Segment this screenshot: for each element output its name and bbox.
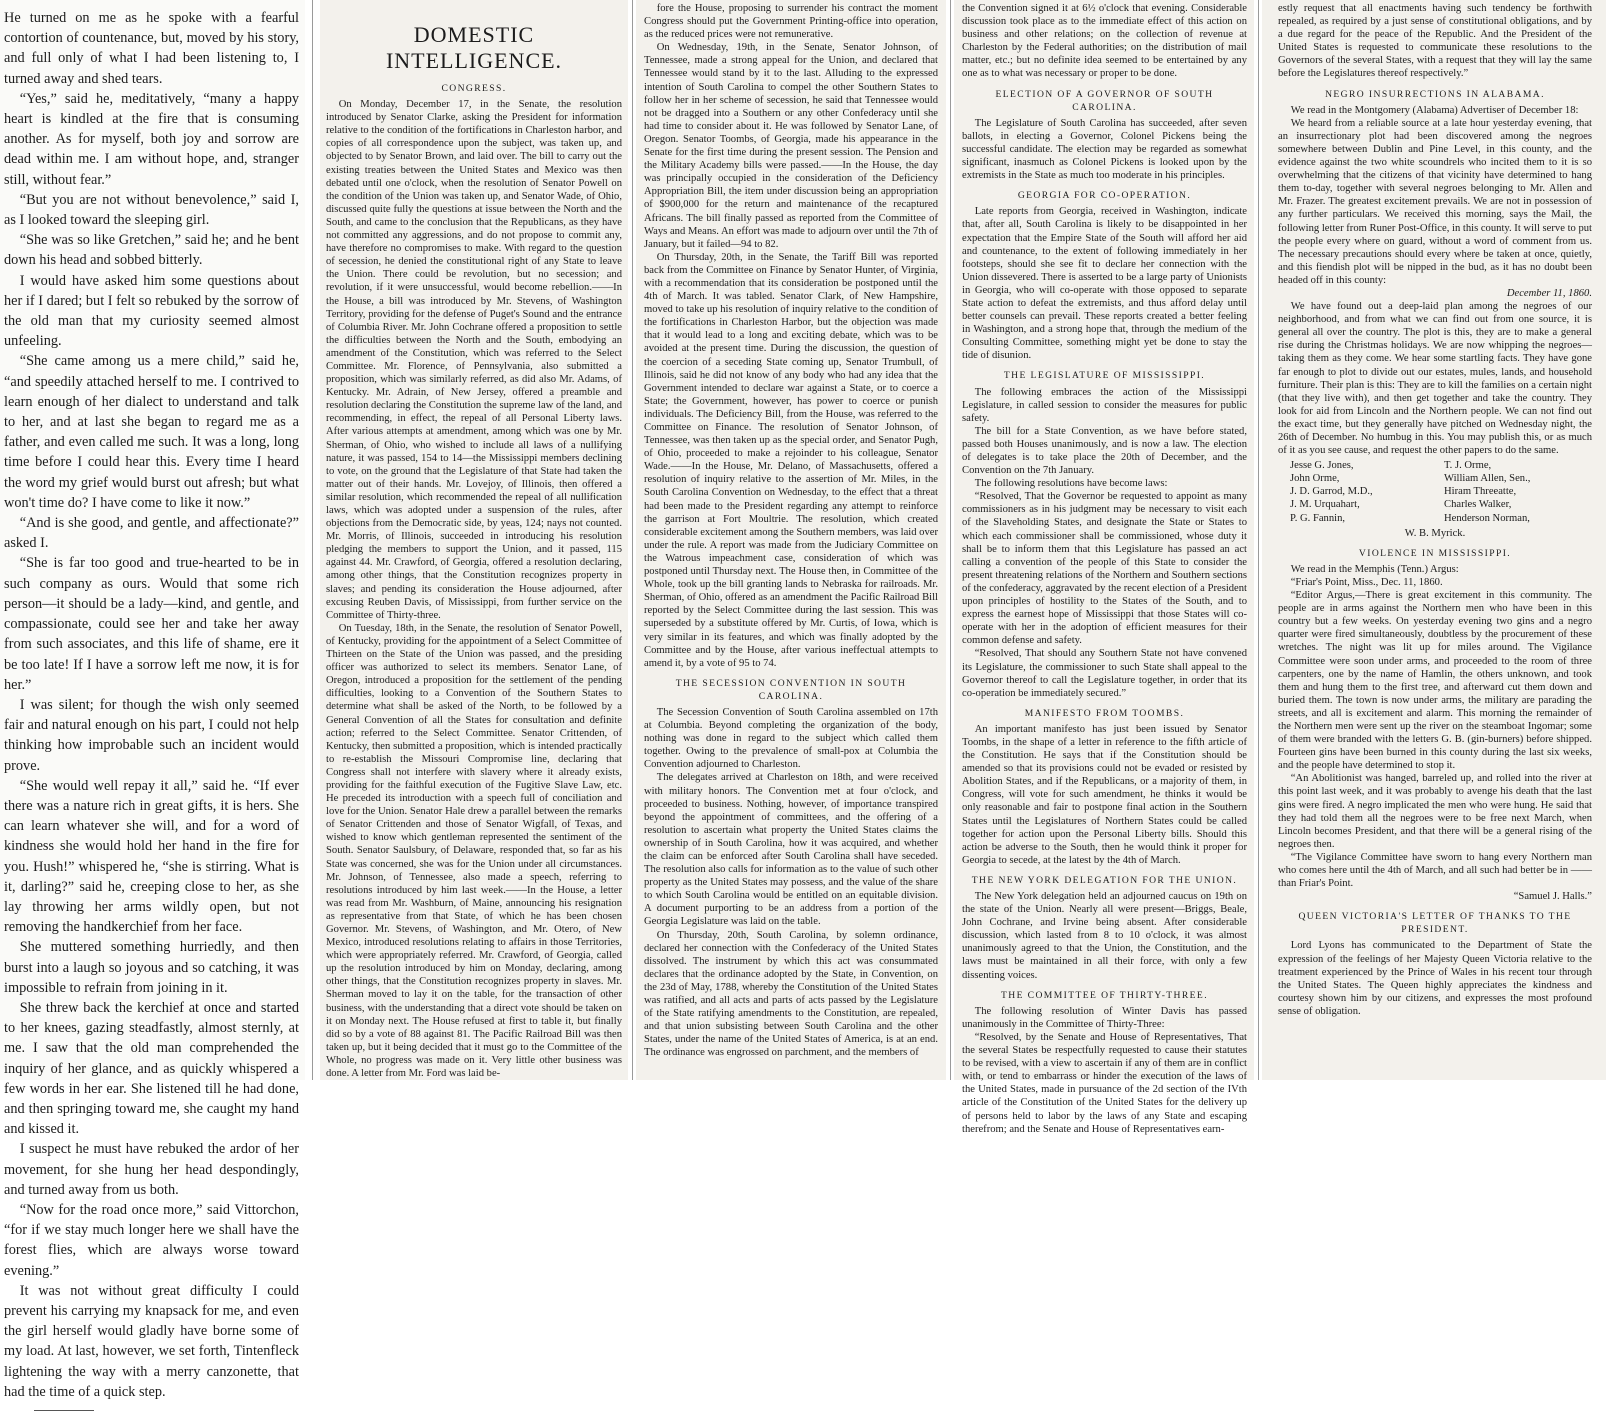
paragraph: The delegates arrived at Charleston on 18th, and were received with military honors. The Convention met at four o'clock, and proceeded to business. Nothing, however, of importance transpired beyond the appointment of committees, and the offering of a resolution to ascertain what property the United States claims the ownership of in South Carolina, how it was acquired, and whether the claim can be enforced after South Carolina shall have seceded. The resolution also calls for information as to the value of such other property as the United States may possess, and the value of the share to which South Carolina would be entitled on an equitable division. A document purporting to be an address from a portion of the Georgia Legislature was laid on the table. xyxy=(644,772,938,928)
governor-text xyxy=(962,117,1247,182)
paragraph: estly request that all enactments having such tendency be forthwith repealed, as required by a just sense of constitutional obligations, and by a due regard for the peace of the Republic. And the President of the United States is requested to communicate these resolutions to the Governors of the several States, with a request that they will lay the same before the Legislatures thereof respectively.” xyxy=(1278,3,1592,80)
column-three xyxy=(636,0,946,1080)
column-four xyxy=(954,0,1254,1135)
signature-name: Charles Walker, xyxy=(1444,499,1512,511)
paragraph: “The Vigilance Committee have sworn to hang every Northern man who comes here until the 4th of March, and all such had better be in —— than Friar's Point. xyxy=(1278,851,1592,890)
section-heading-negro-insurrections: NEGRO INSURRECTIONS IN ALABAMA. xyxy=(1325,88,1545,100)
paragraph: On Monday, December 17, in the Senate, the resolution introduced by Senator Clarke, asking the President for information relative to the condition of the fortifications in Charleston harbor, and copies of all correspondence upon the subject, was taken up, and objected to by Senator Brown, and laid over. The bill to carry out the existing treaties between the United States and Mexico was then debated until one o'clock, when the resolution of Senator Powell on the condition of the Union was taken up, and Senator Wade, of Ohio, discussed quite fully the questions at issue between the North and the South, and came to the conclusion that the Republicans, as they have not committed any aggressions, and do not propose to commit any, have therefore no compromises to make. With regard to the question of secession, he denied the constitutional right of any State to leave the Union. There could be revolution, but no secession; and revolution, if it were unsuccessful, would become rebellion.——In the House, a bill was introduced by Mr. Stevens, of Washington Territory, providing for the defense of Puget's Sound and the entrance of Columbia River. Mr. John Cochrane offered a proposition to settle the difficulties between the North and the South, embodying an amendment of the Constitution, which was referred to the Select Committee. Mr. Florence, of Pennsylvania, also submitted a proposition, which was similarly referred, as did also Mr. Adams, of Kentucky. Mr. Adrain, of New Jersey, offered a preamble and resolution declaring the Constitution the supreme law of the land, and recommending, in effect, the repeal of all Personal Liberty laws. After various attempts at amendment, among which was one by Mr. Sherman, of Ohio, who wished to include all laws of a nullifying nature, it was passed, 154 to 14—the Mississippi members declining to vote, on the ground that the Legislature of that State had taken the matter out of their hands. Mr. Lovejoy, of Illinois, then offered a similar resolution, which recommended the repeal of all nullification laws, which was adopted under a suspension of the rules, after objections from the Democratic side, by yeas, 124; nays not counted. Mr. Morris, of Illinois, succeeded in introducing his resolution pledging the members to support the Union, and it passed, 115 against 44. Mr. Crawford, of Georgia, offered a resolution declaring, among other things, that the Constitution recognizes property in slaves; and pending its consideration the House adjourned, after excusing Reuben Davis, of Mississippi, from further service on the Committee of Thirty-three. xyxy=(326,99,622,621)
paragraph: We have found out a deep-laid plan among the negroes of our neighborhood, and from what we can find out from one source, it is general all over the country. The plot is this, they are to make a general rise during the Christmas holidays. We are now whipping the negroes—taking them as they come. We hear some startling facts. They have gone far enough to plot to divide out our estates, mules, lands, and household furniture. Their plan is this: They are to kill the families on a certain night (that they live with), and then get together and take the country. They look for aid from Lincoln and the Northern people. We can not find out the exact time, but they generally have pitched on Wednesday night, the 26th of December. No humbug in this. You may publish this, or as much of it as you see cause, and request the other papers to do the same. xyxy=(1278,301,1592,457)
insurrection-text xyxy=(1278,104,1592,287)
column-five xyxy=(1262,0,1606,1080)
paragraph: Lord Lyons has communicated to the Department of State the expression of the feelings of her Majesty Queen Victoria relative to the treatment experienced by the Prince of Wales in his recent tour through the United States. The Queen highly appreciates the kindness and courtesy shown him by our citizens, and expresses the most profound sense of obligation. xyxy=(1278,940,1592,1017)
section-heading-mississippi: THE LEGISLATURE OF MISSISSIPPI. xyxy=(1003,370,1206,382)
paragraph: “Editor Argus,—There is great excitement in this community. The people are in arms against the Northern men who have been in this country but a few weeks. On yesterday evening two gins and a negro quarter were fired simultaneously, doubtless by the procurement of these wretches. The night was lit up for miles around. The Vigilance Committee were soon under arms, and proceeded to the room of three carpenters, one by the name of Hamlin, the others unknown, and took them and hung them to the first tree, and afterward cut them down and buried them. The town is now under arms, the military are parading the streets, and all is excitement and alarm. This morning the remainder of the Northern men were sent up the river on the steamboat Ingomar; some of them were branded with the letters G. B. (gin-burners) before shipped. Fourteen gins have been burned in this county during the last six weeks, and the people have determined to stop it. xyxy=(1278,590,1592,772)
georgia-text xyxy=(962,205,1247,362)
paragraph: She threw back the kerchief at once and started to her knees, gazing steadfastly, almost sternly, at me. I saw that the old man comprehended the inquiry of her glance, and as quickly whispered a few words in her ear. She listened till he had done, and then springing toward me, she caught my hand and kissed it. xyxy=(4,999,299,1138)
plot-text xyxy=(1278,300,1592,457)
committee-continued-text xyxy=(1278,2,1592,81)
paragraph: “Yes,” said he, meditatively, “many a happy heart is kindled at the fire that is consuming another. As for myself, both joy and sorrow are dead within me. I am without hope, and, stranger still, without fear.” xyxy=(4,90,299,188)
signature-name: Hiram Threeatte, xyxy=(1444,486,1517,498)
section-heading-georgia: GEORGIA FOR CO-OPERATION. xyxy=(1017,190,1192,202)
section-heading-violence: VIOLENCE IN MISSISSIPPI. xyxy=(1358,547,1512,559)
paragraph: “Resolved, That the Governor be requested to appoint as many commissioners as in his judgment may be necessary to visit each of the Slaveholding States, and designate the State or States to which each commissioner shall be commissioned, whose duty it shall be to inform them that this Legislature has passed an act calling a convention of the people of this State to consider the present threatening relations of the Northern and Southern sections of the confederacy, aggravated by the recent election of a President upon principles of hostility to the States of the South, and to express the earnest hope of Mississippi that those States will co-operate with her in the adoption of efficient measures for their common defense and safety. xyxy=(962,491,1247,647)
column-divider xyxy=(1258,0,1259,1080)
mississippi-text xyxy=(962,386,1247,700)
section-heading-newyork: THE NEW YORK DELEGATION FOR THE UNION. xyxy=(971,874,1238,886)
paragraph: An important manifesto has just been issued by Senator Toombs, in the shape of a letter in reference to the fifth article of the Constitution. He says that if the Constitution should be amended so that its provisions could not be evaded or resisted by Abolition States, and if the Republicans, or a majority of them, in Congress, will vote for such amendment, he thinks it would be only reasonable and fair to postpone final action in the Southern States until the Legislatures of Northern States could be called together for action upon the Personal Liberty bills. Should this action be adverse to the South, then he would think it proper for Georgia to secede, at the latest by the 4th of March. xyxy=(962,723,1247,866)
paragraph: The following resolutions have become laws: xyxy=(974,478,1168,490)
section-heading-committee: THE COMMITTEE OF THIRTY-THREE. xyxy=(1001,989,1208,1001)
paragraph: “Now for the road once more,” said Vittorchon, “for if we stay much longer here we shall have the forest flies, which are always worse toward evening.” xyxy=(4,1201,299,1279)
paragraph: It was not without great difficulty I could prevent his carrying my knapsack for me, and even the girl herself would gladly have borne some of my load. At last, however, we set forth, Tintenfleck lightening the way with a merry canzonette, that had the time of a quick step. xyxy=(4,1282,299,1400)
paragraph: On Tuesday, 18th, in the Senate, the resolution of Senator Powell, of Kentucky, providing for the appointment of a Select Committee of Thirteen on the State of the Union was passed, and the presiding officer was authorized to select its members. Senator Lane, of Oregon, introduced a proposition for the settlement of the pending difficulties, looking to a Convention of the Southern States to determine what shall be asked of the North, to be followed by a General Convention of all the States for consultation and definite action; referred to the Select Committee. Senator Crittenden, of Kentucky, then submitted a proposition, which is intended practically to re-establish the Missouri Compromise line, declaring that Congress shall not interfere with slavery where it already exists, providing for the faithful execution of the Fugitive Slave Law, etc. He preceded its introduction with a speech full of conciliation and love for the Union. Senator Hale drew a parallel between the remarks of Senator Crittenden and those of Senator Wigfall, of Texas, and wished to know which gentleman represented the sentiment of the South. Senator Saulsbury, of Delaware, responded that, so far as his State was concerned, she was for the Union under all circumstances. Mr. Johnson, of Tennessee, also made a speech, referring to resolutions introduced by him last week.——In the House, a letter was read from Mr. Washburn, of Maine, announcing his resignation as representative from that State, of which he has been chosen Governor. Mr. Stevens, of Washington, and Mr. Otero, of New Mexico, introduced resolutions relating to affairs in those Territories, which were appropriately referred. Mr. Crawford, of Georgia, called up the resolution introduced by him on Monday, declaring, among other things, that the Constitution recognizes property in slaves. Mr. Sherman moved to lay it on the table, for the transaction of other business, with the understanding that a direct vote should be taken on it on Monday next. The House refused at first to table it, but finally did so by a vote of 88 against 81. The Pacific Railroad Bill was then taken up, but it being decided that it must go to the Committee of the Whole, no progress was made on it. Very little other business was done. A letter from Mr. Ford was laid be- xyxy=(326,622,622,1080)
paragraph: We heard from a reliable source at a late hour yesterday evening, that an insurrectionary plot had been discovered among the negroes somewhere between Dublin and Pine Level, in this county, and the evidence against the two white scoundrels who incited them to it is so overwhelming that the citizens of that vicinity have determined to hang them to-day, together with several negroes belonging to Mr. Allen and Mr. Frazer. The greatest excitement prevails. We are not in possession of any further particulars. We received this morning, says the Mail, the following letter from Runer Post-Office, in this county. It will serve to put the people every where on guard, without a word of comment from us. The necessary precautions should every where be taken at once, quietly, and this fiendish plot will be nipped in the bud, as it has no doubt been headed off in this county: xyxy=(1278,117,1592,286)
paragraph: “Friar's Point, Miss., Dec. 11, 1860. xyxy=(1290,576,1443,588)
section-heading-secession: THE SECESSION CONVENTION IN SOUTH CAROLINA. xyxy=(675,677,907,702)
signature-name: Jesse G. Jones, xyxy=(1290,460,1354,472)
paragraph: She muttered something hurriedly, and then burst into a laugh so joyous and so catching, it was impossible to refrain from joining in it. xyxy=(4,939,299,996)
paragraph: The following resolution of Winter Davis has passed unanimously in the Committee of Thirty-Three: xyxy=(962,1005,1247,1030)
paragraph: I was silent; for though the wish only seemed fair and natural enough on his part, I could not help thinking how improbable such an incident would prove. xyxy=(4,696,299,774)
paragraph: “Resolved, by the Senate and House of Representatives, That the several States be respectfully requested to cause their statutes to be revised, with a view to ascertain if any of them are in conflict with, or tend to embarrass or hinder the execution of the laws of the United States, made in pursuance of the 2d section of the IVth article of the Constitution of the United States for the delivery up of persons held to labor by the laws of any State and escaping therefrom; and the Senate and House of Representatives earn- xyxy=(962,1031,1247,1135)
signature-halls: “Samuel J. Halls.” xyxy=(1513,891,1592,903)
convention-continued-text xyxy=(962,2,1247,81)
column-divider xyxy=(632,0,633,1080)
column-domestic-intelligence xyxy=(320,0,628,1080)
signature-name: P. G. Fannin, xyxy=(1290,512,1346,524)
section-heading-governor: ELECTION OF A GOVERNOR OF SOUTH CAROLINA. xyxy=(995,88,1214,113)
secession-text xyxy=(644,706,938,1060)
paragraph: “Resolved, That should any Southern State not have convened its Legislature, the commissioner to such State shall appeal to the Governor thereof to call the Legislature together, in order that its co-operation be immediately secured.” xyxy=(962,648,1247,699)
paragraph: On Wednesday, 19th, in the Senate, Senator Johnson, of Tennessee, made a strong appeal for the Union, and declared that Tennessee would stand by it to the last. Alluding to the expressed intention of South Carolina to compel the other Southern States to follow her in her scheme of secession, he said that Tennessee would not be dragged into a Southern or any other Confederacy until she had time to consider about it. He was followed by Senator Lane, of Oregon. Senator Toombs, of Georgia, made his appearance in the Senate for the first time during the present session. The Pension and the Military Academy bills were passed.——In the House, the day was principally occupied in the consideration of the Deficiency Appropriation Bill, the item under discussion being an appropriation of $900,000 for the return and maintenance of the recaptured Africans. The bill finally passed as reported from the Committee of Ways and Means. An effort was made to adjourn over until the 7th of January, but it failed—94 to 82. xyxy=(644,42,938,250)
congress-text xyxy=(326,98,622,1080)
paragraph: The New York delegation held an adjourned caucus on 19th on the state of the Union. Nearly all were present—Briggs, Beale, John Cochrane, and Irvine being absent. After considerable discussion, which lasted from 8 to 10 o'clock, it was almost unanimously agreed to that the Union, the Constitution, and the laws must be maintained in all their force, with only a few dissenting voices. xyxy=(962,891,1247,981)
story-text xyxy=(4,8,299,1402)
paragraph: The following embraces the action of the Mississippi Legislature, in called session to consider the measures for public safety. xyxy=(962,386,1247,424)
paragraph: On Thursday, 20th, South Carolina, by solemn ordinance, declared her connection with the Confederacy of the United States dissolved. The instrument by which this act was consummated declares that the ordinance adopted by the State, in Convention, on the 23d of May, 1788, whereby the Constitution of the United States was ratified, and all acts and parts of acts passed by the Legislature of the State ratifying amendments to the Constitution, are repealed, and that union subsisting between South Carolina and the other States, under the name of the United States of America, is at an end. The ordinance was engrossed on parchment, and the members of xyxy=(644,929,938,1059)
signature-name: T. J. Orme, xyxy=(1444,460,1492,472)
signature-name: J. D. Garrod, M.D., xyxy=(1290,486,1373,498)
signature-name: John Orme, xyxy=(1290,473,1340,485)
section-heading-congress: CONGRESS. xyxy=(441,83,507,94)
paragraph: We read in the Montgomery (Alabama) Advertiser of December 18: xyxy=(1290,104,1579,116)
victoria-text xyxy=(1278,939,1592,1018)
paragraph: the Convention signed it at 6½ o'clock that evening. Considerable discussion took place as to the immediate effect of this action on business and other relations; on the collection of revenue at Charleston by the Federal authorities; on the distribution of mail matter, etc.; but no definite idea seemed to be entertained by any one as to what was necessary or proper to be done. xyxy=(962,3,1247,80)
paragraph: “She is far too good and true-hearted to be in such company as ours. Would that some rich person—it should be a lady—kind, and gentle, and compassionate, could see her and take her away from such associates, and this life of shame, ere it be too late! If I have a sorrow left me now, it is for her.” xyxy=(4,555,299,693)
paragraph: The bill for a State Convention, as we have before stated, passed both Houses unanimously, and is now a law. The election of delegates is to take place the 20th of December, and the Convention on the 7th January. xyxy=(962,425,1247,477)
signature-name: Henderson Norman, xyxy=(1444,512,1530,524)
column-story xyxy=(0,0,305,1400)
paragraph: On Thursday, 20th, in the Senate, the Tariff Bill was reported back from the Committee on Finance by Senator Hunter, of Virginia, with a recommendation that its consideration be postponed until the 4th of March. It was tabled. Senator Clark, of New Hampshire, moved to take up his resolution of inquiry relative to the condition of the fortifications in Charleston Harbor, but the objection was made that it would lead to a long and exciting debate, which was to be avoided at the present time. During the discussion, the question of the coercion of a seceding State coming up, Senator Trumbull, of Illinois, said he did not know of any body who had any idea that the Government intended to declare war against a State, or to coerce a State; the Government, however, has power to coerce or punish individuals. The Deficiency Bill, from the House, was referred to the Committee on Finance. The resolution of Senator Johnson, of Tennessee, was then taken up as the special order, and Senator Pugh, of Ohio, proceeded to make a rejoinder to his colleague, Senator Wade.——In the House, Mr. Delano, of Massachusetts, offered a resolution of inquiry relative to the assertion of Mr. Miles, in the South Carolina Convention on Wednesday, to the effect that a threat had been made to the President regarding any attempt to reinforce the garrison at Fort Moultrie. The resolution, which created considerable excitement among the Southern members, was laid over under the rule. A report was made from the Judiciary Committee on the Watrous impeachment case, consideration of which was postponed until Thursday next. The House then, in Committee of the Whole, took up the bill granting lands to Nebraska for railroads. Mr. Sherman, of Ohio, offered as an amendment the Pacific Railroad Bill reported by the Select Committee during the last session. This was superseded by a substitute offered by Mr. Curtis, of Iowa, which is very similar in its features, and which was finally adopted by the Committee and by the House, after various ineffectual attempts to amend it, by a vote of 95 to 74. xyxy=(644,251,938,669)
paragraph: “She would well repay it all,” said he. “If ever there was a nature rich in great gifts, it is hers. She can learn whatever she will, and for a word of kindness she would hold her hand in the fire for you. Hush!” whispered he, “she is stirring. What is it, darling?” said he, creeping close to her, as she lay throwing her arms wildly open, but not removing the handkerchief from her face. xyxy=(4,777,299,936)
section-heading-toombs: MANIFESTO FROM TOOMBS. xyxy=(1024,707,1185,719)
paragraph: The Legislature of South Carolina has succeeded, after seven ballots, in electing a Governor, Colonel Pickens being the successful candidate. The election may be regarded as somewhat significant, inasmuch as Colonel Pickens is looked upon by the extremists in the State as much too moderate in his principles. xyxy=(962,117,1247,182)
signatures-left xyxy=(1290,459,1438,524)
paragraph: “An Abolitionist was hanged, barreled up, and rolled into the river at this point last week, and it was probably to avenge his death that the last gins were fired. A negro implicated the men who were hung. He said that they had told them all the negroes were to be free next March, when Lincoln becomes President, and that there will be a general rising of the negroes then. xyxy=(1278,773,1592,850)
paragraph: “And is she good, and gentle, and affectionate?” asked I. xyxy=(4,515,299,552)
violence-text xyxy=(1278,563,1592,890)
column-divider xyxy=(950,0,951,1080)
paragraph: The Secession Convention of South Carolina assembled on 17th at Columbia. Beyond completing the organization of the body, nothing was done in regard to the subject which called them together. Owing to the prevalence of small-pox at Columbia the Convention adjourned to Charleston. xyxy=(644,706,938,771)
signatures-right xyxy=(1444,459,1592,524)
signature-name: William Allen, Sen., xyxy=(1444,473,1531,485)
paragraph: “She came among us a mere child,” said he, “and speedily attached herself to me. I contrived to learn enough of her dialect to understand and talk to her, and at last she began to regard me as a father, and even called me such. It was a long, long time before I could hear this. Every time I heard the word my grief would burst out afresh; but what won't time do? I have come to like it now.” xyxy=(4,353,299,511)
signature-list xyxy=(1290,459,1592,524)
paragraph: I suspect he must have rebuked the ardor of her movement, for she hung her head despondingly, and turned away from us both. xyxy=(4,1141,299,1198)
paragraph: We read in the Memphis (Tenn.) Argus: xyxy=(1290,563,1459,575)
committee-text xyxy=(962,1005,1247,1136)
paragraph: fore the House, proposing to surrender his contract the moment Congress should put the Government Printing-office into operation, as the reduced prices were not remunerative. xyxy=(644,3,938,41)
toombs-text xyxy=(962,723,1247,867)
section-masthead: DOMESTIC INTELLIGENCE. xyxy=(385,22,563,73)
paragraph: “She was so like Gretchen,” said he; and he bent down his head and sobbed bitterly. xyxy=(4,232,299,269)
section-heading-victoria: QUEEN VICTORIA'S LETTER OF THANKS TO THE PRESIDENT. xyxy=(1298,911,1572,936)
signature-name: J. M. Urquahart, xyxy=(1290,499,1360,511)
signature-final: W. B. Myrick. xyxy=(1404,527,1466,539)
newyork-text xyxy=(962,890,1247,982)
paragraph: Late reports from Georgia, received in Washington, indicate that, after all, South Carolina is likely to be disappointed in her expectation that the Empire State of the South will afford her aid and countenance, to the extent of following immediately in her footsteps, should she see fit to declare her connection with the Union dissevered. There is asserted to be a large party of Unionists in Georgia, who will co-operate with those opposed to separate State action to defeat the extremists, and thus afford delay until better counsels can prevail. These reports created a better feeling in Washington, and a strong hope that, through the medium of the Consulting Committee, something might yet be done to stay the tide of disunion. xyxy=(962,206,1247,362)
column-divider xyxy=(312,0,313,1080)
paragraph: He turned on me as he spoke with a fearful contortion of countenance, but, moved by his story, and full only of what I had been listening to, I turned away and shed tears. xyxy=(4,10,299,87)
congress-continued-text xyxy=(644,2,938,670)
paragraph: “But you are not without benevolence,” said I, as I looked toward the sleeping girl. xyxy=(4,191,299,229)
paragraph: I would have asked him some questions about her if I dared; but I felt so rebuked by the sorrow of the old man that my curiosity seemed almost unfeeling. xyxy=(4,272,299,350)
letter-date: December 11, 1860. xyxy=(1506,287,1592,299)
